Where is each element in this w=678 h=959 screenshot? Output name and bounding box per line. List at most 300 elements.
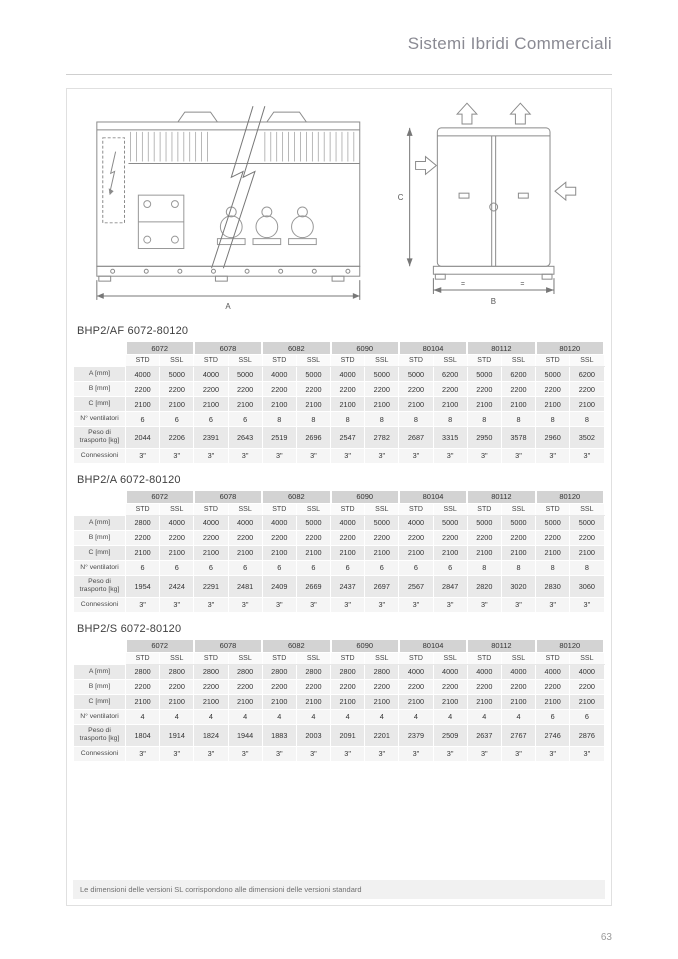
value-cell: 2800 <box>228 664 262 679</box>
value-cell: 2100 <box>501 545 535 560</box>
value-cell: 2100 <box>194 397 228 412</box>
variant-header: SSL <box>433 652 467 664</box>
value-cell: 1883 <box>262 724 296 746</box>
value-cell: 3" <box>536 597 570 612</box>
value-cell: 3" <box>399 448 433 463</box>
variant-header: STD <box>126 355 160 367</box>
value-cell: 3" <box>365 597 399 612</box>
value-cell: 2847 <box>433 575 467 597</box>
value-cell: 2100 <box>228 397 262 412</box>
value-cell: 2800 <box>126 515 160 530</box>
value-cell: 2100 <box>262 397 296 412</box>
value-cell: 8 <box>536 412 570 427</box>
value-cell: 2100 <box>433 694 467 709</box>
value-cell: 3" <box>126 448 160 463</box>
equal-spacing-label: = <box>460 281 465 289</box>
value-cell: 3" <box>296 597 330 612</box>
value-cell: 8 <box>433 412 467 427</box>
model-header: 6082 <box>262 639 330 652</box>
value-cell: 2800 <box>160 664 194 679</box>
value-cell: 3" <box>399 746 433 761</box>
value-cell: 2200 <box>433 679 467 694</box>
fan-housings <box>178 112 306 122</box>
variant-header: SSL <box>365 652 399 664</box>
bhp2a-table-container <box>73 490 605 613</box>
value-cell: 2800 <box>296 664 330 679</box>
variant-header: SSL <box>296 503 330 515</box>
value-cell: 2200 <box>433 382 467 397</box>
value-cell: 2100 <box>228 694 262 709</box>
value-cell: 4000 <box>501 664 535 679</box>
value-cell: 2200 <box>160 382 194 397</box>
value-cell: 2100 <box>228 545 262 560</box>
table-row <box>74 545 605 560</box>
value-cell: 3578 <box>501 427 535 449</box>
value-cell: 6 <box>194 412 228 427</box>
value-cell: 2100 <box>194 545 228 560</box>
value-cell: 2800 <box>331 664 365 679</box>
value-cell: 2100 <box>160 545 194 560</box>
value-cell: 3" <box>194 448 228 463</box>
bhp2af-table-container <box>73 341 605 464</box>
variant-header: SSL <box>570 652 604 664</box>
table-row <box>74 515 605 530</box>
table-row <box>74 382 605 397</box>
value-cell: 8 <box>501 560 535 575</box>
value-cell: 2100 <box>501 694 535 709</box>
value-cell: 3" <box>296 746 330 761</box>
technical-drawings <box>73 97 605 315</box>
value-cell: 2200 <box>570 679 604 694</box>
value-cell: 2200 <box>296 679 330 694</box>
value-cell: 2200 <box>467 679 501 694</box>
value-cell: 4 <box>399 709 433 724</box>
value-cell: 2960 <box>536 427 570 449</box>
value-cell: 3" <box>228 597 262 612</box>
value-cell: 2100 <box>467 397 501 412</box>
value-cell: 2100 <box>331 694 365 709</box>
value-cell: 5000 <box>536 515 570 530</box>
value-cell: 3060 <box>570 575 604 597</box>
value-cell: 6 <box>399 560 433 575</box>
variant-header: STD <box>331 652 365 664</box>
row-label: N° ventilatori <box>74 412 126 427</box>
value-cell: 2200 <box>126 679 160 694</box>
value-cell: 3" <box>536 746 570 761</box>
content-box <box>66 88 612 906</box>
value-cell: 2100 <box>331 397 365 412</box>
value-cell: 2200 <box>262 382 296 397</box>
value-cell: 2201 <box>365 724 399 746</box>
value-cell: 3" <box>433 597 467 612</box>
table-title-bhp2a: BHP2/A 6072-80120 <box>77 473 181 486</box>
table-row <box>74 412 605 427</box>
variant-header: STD <box>262 652 296 664</box>
table-corner <box>74 652 126 664</box>
value-cell: 8 <box>467 560 501 575</box>
hydraulic-module <box>138 195 183 248</box>
value-cell: 3" <box>228 746 262 761</box>
row-label: A [mm] <box>74 367 126 382</box>
value-cell: 4000 <box>331 515 365 530</box>
value-cell: 4000 <box>194 515 228 530</box>
coil-hatching <box>130 132 353 162</box>
value-cell: 6 <box>570 709 604 724</box>
base-frame <box>97 266 360 281</box>
model-header: 80104 <box>399 342 467 355</box>
variant-header: SSL <box>570 355 604 367</box>
table-row <box>74 724 605 746</box>
variant-header: STD <box>467 652 501 664</box>
value-cell: 3" <box>331 597 365 612</box>
value-cell: 1914 <box>160 724 194 746</box>
value-cell: 6 <box>296 560 330 575</box>
value-cell: 3" <box>160 746 194 761</box>
row-label: Peso di trasporto [kg] <box>74 724 126 746</box>
value-cell: 2200 <box>570 382 604 397</box>
value-cell: 3020 <box>501 575 535 597</box>
table-row <box>74 694 605 709</box>
value-cell: 3" <box>536 448 570 463</box>
value-cell: 6 <box>194 560 228 575</box>
row-label: N° ventilatori <box>74 709 126 724</box>
value-cell: 3315 <box>433 427 467 449</box>
value-cell: 4 <box>160 709 194 724</box>
value-cell: 6 <box>433 560 467 575</box>
dim-b-label: B <box>490 296 496 306</box>
value-cell: 6 <box>262 560 296 575</box>
model-header: 6072 <box>126 342 194 355</box>
table-corner <box>74 503 126 515</box>
variant-header: STD <box>536 503 570 515</box>
variant-header: SSL <box>501 652 535 664</box>
value-cell: 3" <box>194 746 228 761</box>
model-header: 6082 <box>262 490 330 503</box>
value-cell: 2100 <box>570 397 604 412</box>
value-cell: 2437 <box>331 575 365 597</box>
variant-header: STD <box>194 652 228 664</box>
model-header: 6078 <box>194 342 262 355</box>
variant-header: SSL <box>228 355 262 367</box>
value-cell: 8 <box>501 412 535 427</box>
value-cell: 2200 <box>467 530 501 545</box>
unit-side-body <box>437 128 550 266</box>
value-cell: 2200 <box>399 530 433 545</box>
value-cell: 2200 <box>331 530 365 545</box>
value-cell: 8 <box>331 412 365 427</box>
value-cell: 6 <box>126 560 160 575</box>
row-label: C [mm] <box>74 694 126 709</box>
value-cell: 3" <box>160 597 194 612</box>
table-corner <box>74 490 126 503</box>
bhp2s-table-container <box>73 639 605 762</box>
value-cell: 2767 <box>501 724 535 746</box>
value-cell: 3502 <box>570 427 604 449</box>
value-cell: 2100 <box>365 694 399 709</box>
value-cell: 6 <box>160 560 194 575</box>
value-cell: 2200 <box>501 530 535 545</box>
value-cell: 8 <box>536 560 570 575</box>
row-label: Connessioni <box>74 448 126 463</box>
value-cell: 5000 <box>399 367 433 382</box>
model-header: 80120 <box>536 342 604 355</box>
value-cell: 4 <box>228 709 262 724</box>
value-cell: 3" <box>126 597 160 612</box>
compressors <box>217 207 316 245</box>
value-cell: 2800 <box>126 664 160 679</box>
table-row <box>74 664 605 679</box>
variant-header: SSL <box>365 503 399 515</box>
value-cell: 6200 <box>570 367 604 382</box>
value-cell: 2200 <box>365 679 399 694</box>
row-label: C [mm] <box>74 397 126 412</box>
value-cell: 3" <box>501 597 535 612</box>
variant-header: STD <box>467 355 501 367</box>
side-base-frame <box>433 266 554 279</box>
table-corner <box>74 355 126 367</box>
table-row <box>74 367 605 382</box>
value-cell: 2200 <box>296 530 330 545</box>
equal-spacing-label: = <box>519 281 524 289</box>
value-cell: 2100 <box>433 397 467 412</box>
value-cell: 4 <box>331 709 365 724</box>
value-cell: 4000 <box>536 664 570 679</box>
value-cell: 2800 <box>262 664 296 679</box>
row-label: B [mm] <box>74 679 126 694</box>
row-label: C [mm] <box>74 545 126 560</box>
value-cell: 2100 <box>296 397 330 412</box>
value-cell: 8 <box>570 560 604 575</box>
value-cell: 2200 <box>536 382 570 397</box>
value-cell: 3" <box>570 746 604 761</box>
value-cell: 4 <box>467 709 501 724</box>
variant-header: SSL <box>501 503 535 515</box>
model-header: 80120 <box>536 639 604 652</box>
value-cell: 4 <box>126 709 160 724</box>
row-label: B [mm] <box>74 382 126 397</box>
spec-table <box>73 341 605 464</box>
title-divider <box>66 74 612 75</box>
value-cell: 2481 <box>228 575 262 597</box>
value-cell: 3" <box>365 746 399 761</box>
value-cell: 5000 <box>228 367 262 382</box>
value-cell: 2200 <box>501 382 535 397</box>
value-cell: 3" <box>331 448 365 463</box>
variant-header: STD <box>331 355 365 367</box>
model-header: 80120 <box>536 490 604 503</box>
value-cell: 2200 <box>228 382 262 397</box>
row-label: Peso di trasporto [kg] <box>74 575 126 597</box>
value-cell: 2509 <box>433 724 467 746</box>
value-cell: 3" <box>331 746 365 761</box>
airflow-left-arrow-icon <box>554 182 575 200</box>
value-cell: 3" <box>467 597 501 612</box>
value-cell: 4000 <box>228 515 262 530</box>
value-cell: 2100 <box>296 545 330 560</box>
value-cell: 3" <box>194 597 228 612</box>
value-cell: 3" <box>433 448 467 463</box>
value-cell: 2200 <box>194 530 228 545</box>
row-label: N° ventilatori <box>74 560 126 575</box>
value-cell: 2200 <box>536 679 570 694</box>
value-cell: 3" <box>228 448 262 463</box>
model-header: 6078 <box>194 490 262 503</box>
value-cell: 2200 <box>228 679 262 694</box>
table-corner <box>74 342 126 355</box>
value-cell: 5000 <box>365 367 399 382</box>
row-label: B [mm] <box>74 530 126 545</box>
value-cell: 2100 <box>501 397 535 412</box>
model-header: 6090 <box>331 490 399 503</box>
value-cell: 2200 <box>536 530 570 545</box>
variant-header: SSL <box>160 652 194 664</box>
value-cell: 2424 <box>160 575 194 597</box>
value-cell: 2100 <box>399 545 433 560</box>
side-view-drawing <box>380 101 597 313</box>
value-cell: 2100 <box>570 694 604 709</box>
value-cell: 2100 <box>536 397 570 412</box>
value-cell: 2409 <box>262 575 296 597</box>
value-cell: 5000 <box>467 367 501 382</box>
model-header: 6082 <box>262 342 330 355</box>
variant-header: SSL <box>365 355 399 367</box>
value-cell: 5000 <box>296 515 330 530</box>
value-cell: 2200 <box>399 382 433 397</box>
value-cell: 2100 <box>126 694 160 709</box>
value-cell: 2100 <box>160 397 194 412</box>
value-cell: 6 <box>160 412 194 427</box>
value-cell: 8 <box>262 412 296 427</box>
value-cell: 2637 <box>467 724 501 746</box>
value-cell: 2200 <box>126 382 160 397</box>
row-label: Connessioni <box>74 746 126 761</box>
variant-header: SSL <box>160 355 194 367</box>
lightning-bolt-icon <box>110 152 116 194</box>
value-cell: 8 <box>296 412 330 427</box>
table-corner <box>74 639 126 652</box>
value-cell: 1804 <box>126 724 160 746</box>
value-cell: 2100 <box>160 694 194 709</box>
value-cell: 2100 <box>365 545 399 560</box>
dimension-b <box>433 278 554 294</box>
variant-header: SSL <box>228 652 262 664</box>
model-header: 80104 <box>399 490 467 503</box>
table-row <box>74 575 605 597</box>
value-cell: 2200 <box>365 382 399 397</box>
value-cell: 2669 <box>296 575 330 597</box>
page-number: 63 <box>600 932 612 943</box>
value-cell: 2044 <box>126 427 160 449</box>
value-cell: 6 <box>228 560 262 575</box>
value-cell: 2200 <box>399 679 433 694</box>
model-header: 6090 <box>331 639 399 652</box>
value-cell: 2291 <box>194 575 228 597</box>
value-cell: 4000 <box>262 367 296 382</box>
variant-header: STD <box>399 503 433 515</box>
value-cell: 2200 <box>331 382 365 397</box>
value-cell: 4000 <box>160 515 194 530</box>
value-cell: 1944 <box>228 724 262 746</box>
model-header: 6078 <box>194 639 262 652</box>
value-cell: 2100 <box>126 545 160 560</box>
value-cell: 2200 <box>433 530 467 545</box>
value-cell: 2100 <box>399 397 433 412</box>
value-cell: 4000 <box>194 367 228 382</box>
value-cell: 3" <box>126 746 160 761</box>
value-cell: 6200 <box>433 367 467 382</box>
value-cell: 4000 <box>433 664 467 679</box>
value-cell: 2100 <box>194 694 228 709</box>
value-cell: 2800 <box>365 664 399 679</box>
value-cell: 3" <box>296 448 330 463</box>
value-cell: 6200 <box>501 367 535 382</box>
model-header: 80112 <box>467 639 535 652</box>
value-cell: 6 <box>536 709 570 724</box>
model-header: 6072 <box>126 490 194 503</box>
row-label: Connessioni <box>74 597 126 612</box>
value-cell: 2696 <box>296 427 330 449</box>
value-cell: 2091 <box>331 724 365 746</box>
value-cell: 4 <box>194 709 228 724</box>
value-cell: 3" <box>501 746 535 761</box>
variant-header: SSL <box>160 503 194 515</box>
value-cell: 2643 <box>228 427 262 449</box>
table-row <box>74 427 605 449</box>
variant-header: STD <box>467 503 501 515</box>
value-cell: 5000 <box>365 515 399 530</box>
variant-header: STD <box>399 355 433 367</box>
table-row <box>74 709 605 724</box>
value-cell: 1954 <box>126 575 160 597</box>
value-cell: 8 <box>399 412 433 427</box>
value-cell: 2200 <box>331 679 365 694</box>
variant-header: SSL <box>433 503 467 515</box>
value-cell: 3" <box>262 746 296 761</box>
dim-a-label: A <box>225 301 231 311</box>
airflow-up-arrow-icon <box>457 103 530 124</box>
value-cell: 2100 <box>536 694 570 709</box>
value-cell: 8 <box>467 412 501 427</box>
variant-header: SSL <box>570 503 604 515</box>
value-cell: 2830 <box>536 575 570 597</box>
row-label: Peso di trasporto [kg] <box>74 427 126 449</box>
value-cell: 4000 <box>399 515 433 530</box>
value-cell: 6 <box>228 412 262 427</box>
variant-header: STD <box>262 503 296 515</box>
value-cell: 4 <box>262 709 296 724</box>
table-row <box>74 448 605 463</box>
value-cell: 3" <box>570 597 604 612</box>
value-cell: 2687 <box>399 427 433 449</box>
variant-header: STD <box>194 503 228 515</box>
value-cell: 2782 <box>365 427 399 449</box>
row-label: A [mm] <box>74 664 126 679</box>
variant-header: SSL <box>501 355 535 367</box>
value-cell: 2697 <box>365 575 399 597</box>
variant-header: SSL <box>433 355 467 367</box>
table-title-bhp2af: BHP2/AF 6072-80120 <box>77 325 189 337</box>
value-cell: 5000 <box>570 515 604 530</box>
value-cell: 2200 <box>467 382 501 397</box>
value-cell: 2100 <box>262 545 296 560</box>
value-cell: 2200 <box>262 679 296 694</box>
value-cell: 6 <box>331 560 365 575</box>
page-title: Sistemi Ibridi Commerciali <box>407 34 612 53</box>
value-cell: 2379 <box>399 724 433 746</box>
value-cell: 3" <box>262 597 296 612</box>
value-cell: 5000 <box>296 367 330 382</box>
spec-table <box>73 490 605 613</box>
